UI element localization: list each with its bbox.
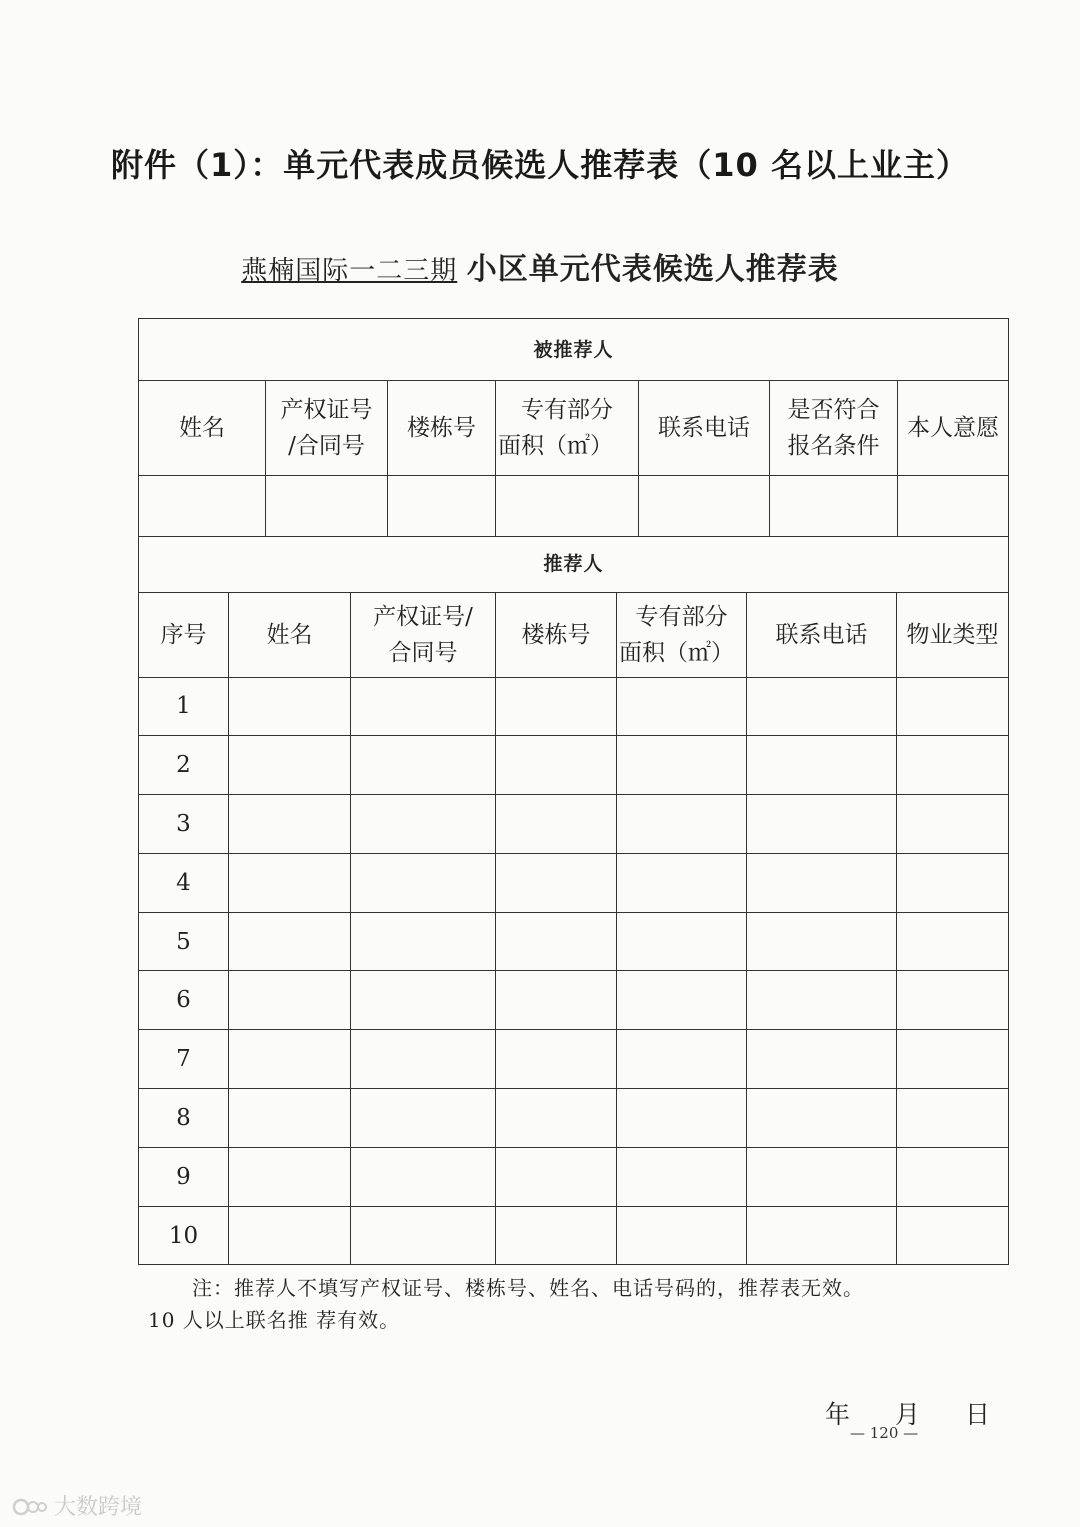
recommender-type-cell[interactable]	[897, 677, 1009, 736]
recommender-building-cell[interactable]	[496, 677, 617, 736]
recommender-row	[139, 736, 1009, 795]
nominee-area-cell[interactable]	[496, 476, 639, 536]
rec-header-cert	[351, 592, 496, 677]
nominee-building-cell[interactable]	[388, 476, 496, 536]
recommender-phone-cell[interactable]	[747, 1206, 897, 1265]
recommender-area-cell[interactable]	[617, 795, 747, 854]
nominee-header-eligible-line2: 报名条件	[787, 433, 880, 459]
recommender-seq: 2	[139, 736, 229, 795]
recommender-area-cell[interactable]	[617, 1089, 747, 1148]
recommender-row	[139, 795, 1009, 854]
recommender-area-cell[interactable]	[617, 971, 747, 1030]
recommender-type-cell[interactable]	[897, 1030, 1009, 1089]
recommender-cert-cell[interactable]	[351, 1147, 496, 1206]
recommenders-section-header: 推荐人	[139, 536, 1009, 592]
note-line-2: 10 人以上联名推 荐有效。	[148, 1308, 401, 1332]
recommender-cert-cell[interactable]	[351, 1206, 496, 1265]
nominee-header-phone: 联系电话	[639, 381, 770, 476]
nominee-eligible-cell[interactable]	[770, 476, 898, 536]
recommender-type-cell[interactable]	[897, 1089, 1009, 1148]
recommender-area-cell[interactable]	[617, 736, 747, 795]
recommenders-rows	[139, 677, 1009, 1265]
recommender-cert-cell[interactable]	[351, 853, 496, 912]
recommender-seq: 7	[139, 1030, 229, 1089]
recommender-seq: 10	[139, 1206, 229, 1265]
recommender-building-cell[interactable]	[496, 912, 617, 971]
recommender-seq: 1	[139, 677, 229, 736]
recommenders-table	[138, 536, 1009, 1266]
recommender-name-cell[interactable]	[229, 912, 351, 971]
recommender-area-cell[interactable]	[617, 1206, 747, 1265]
recommender-phone-cell[interactable]	[747, 736, 897, 795]
recommender-name-cell[interactable]	[229, 736, 351, 795]
recommender-building-cell[interactable]	[496, 971, 617, 1030]
rec-header-name: 姓名	[229, 592, 351, 677]
recommender-cert-cell[interactable]	[351, 795, 496, 854]
rec-header-area-line2: 面积（㎡）	[619, 639, 734, 666]
nominee-phone-cell[interactable]	[639, 476, 770, 536]
recommender-phone-cell[interactable]	[747, 853, 897, 912]
recommender-building-cell[interactable]	[496, 795, 617, 854]
recommender-type-cell[interactable]	[897, 853, 1009, 912]
nominee-name-cell[interactable]	[139, 476, 266, 536]
recommender-area-cell[interactable]	[617, 677, 747, 736]
nominee-header-building: 楼栋号	[388, 381, 496, 476]
document-title: 附件（1）：单元代表成员候选人推荐表（10 名以上业主）	[111, 146, 969, 184]
rec-header-area	[617, 592, 747, 677]
watermark-text: 大数跨境	[54, 1495, 143, 1520]
recommender-type-cell[interactable]	[897, 912, 1009, 971]
recommender-seq: 8	[139, 1089, 229, 1148]
recommender-area-cell[interactable]	[617, 1030, 747, 1089]
recommender-name-cell[interactable]	[229, 795, 351, 854]
recommender-type-cell[interactable]	[897, 1147, 1009, 1206]
recommender-area-cell[interactable]	[617, 853, 747, 912]
nominee-header-area-line2: 面积（㎡）	[498, 433, 613, 459]
recommender-building-cell[interactable]	[496, 853, 617, 912]
date-month: 月	[895, 1400, 922, 1429]
recommender-cert-cell[interactable]	[351, 1030, 496, 1089]
recommender-row	[139, 971, 1009, 1030]
recommender-building-cell[interactable]	[496, 1089, 617, 1148]
rec-header-building: 楼栋号	[496, 592, 617, 677]
subtitle-text: 小区单元代表候选人推荐表	[466, 252, 839, 287]
recommender-type-cell[interactable]	[897, 1206, 1009, 1265]
recommender-name-cell[interactable]	[229, 1030, 351, 1089]
recommender-building-cell[interactable]	[496, 1030, 617, 1089]
recommender-type-cell[interactable]	[897, 795, 1009, 854]
nominee-entry-row	[139, 476, 1009, 536]
recommender-area-cell[interactable]	[617, 1147, 747, 1206]
nominee-header-eligible	[770, 381, 898, 476]
recommender-cert-cell[interactable]	[351, 677, 496, 736]
recommender-name-cell[interactable]	[229, 1147, 351, 1206]
recommender-row	[139, 912, 1009, 971]
date-year: 年	[825, 1400, 852, 1429]
recommender-seq: 4	[139, 853, 229, 912]
recommender-row	[139, 853, 1009, 912]
recommender-phone-cell[interactable]	[747, 971, 897, 1030]
recommender-name-cell[interactable]	[229, 971, 351, 1030]
recommender-phone-cell[interactable]	[747, 795, 897, 854]
form-note	[148, 1272, 864, 1336]
recommender-phone-cell[interactable]	[747, 1147, 897, 1206]
recommender-seq: 3	[139, 795, 229, 854]
nominee-header-name: 姓名	[139, 381, 266, 476]
recommender-type-cell[interactable]	[897, 736, 1009, 795]
recommender-name-cell[interactable]	[229, 853, 351, 912]
recommender-cert-cell[interactable]	[351, 1089, 496, 1148]
nominee-cert-cell[interactable]	[266, 476, 388, 536]
recommender-type-cell[interactable]	[897, 971, 1009, 1030]
recommender-phone-cell[interactable]	[747, 677, 897, 736]
nominee-willing-cell[interactable]	[898, 476, 1009, 536]
recommendation-form	[138, 318, 1008, 1265]
nominee-header-cert-line2: /合同号	[288, 433, 365, 459]
recommender-name-cell[interactable]	[229, 1089, 351, 1148]
rec-header-area-line1: 专有部分	[635, 603, 728, 630]
rec-header-cert-line2: 合同号	[388, 639, 458, 666]
recommender-area-cell[interactable]	[617, 912, 747, 971]
recommender-name-cell[interactable]	[229, 677, 351, 736]
rec-header-type: 物业类型	[897, 592, 1009, 677]
community-name: 燕楠国际一二三期	[241, 256, 458, 286]
date-day: 日	[965, 1400, 992, 1429]
recommender-seq: 5	[139, 912, 229, 971]
watermark-logo-icon	[12, 1497, 48, 1515]
recommender-row	[139, 677, 1009, 736]
nominee-header-willing: 本人意愿	[898, 381, 1009, 476]
recommender-seq: 9	[139, 1147, 229, 1206]
rec-header-phone: 联系电话	[747, 592, 897, 677]
nominee-header-cert	[266, 381, 388, 476]
recommender-cert-cell[interactable]	[351, 971, 496, 1030]
rec-header-cert-line1: 产权证号/	[373, 603, 473, 630]
recommender-cert-cell[interactable]	[351, 912, 496, 971]
recommender-name-cell[interactable]	[229, 1206, 351, 1265]
rec-header-seq: 序号	[139, 592, 229, 677]
nominee-table	[138, 318, 1009, 536]
nominee-header-cert-line1: 产权证号	[280, 397, 373, 423]
recommender-row	[139, 1206, 1009, 1265]
recommender-row	[139, 1089, 1009, 1148]
recommender-building-cell[interactable]	[496, 1206, 617, 1265]
recommender-row	[139, 1147, 1009, 1206]
recommender-phone-cell[interactable]	[747, 1030, 897, 1089]
recommender-phone-cell[interactable]	[747, 1089, 897, 1148]
recommender-building-cell[interactable]	[496, 736, 617, 795]
recommender-phone-cell[interactable]	[747, 912, 897, 971]
recommender-cert-cell[interactable]	[351, 736, 496, 795]
watermark	[12, 1490, 142, 1521]
page-number: — 120 —	[850, 1424, 919, 1442]
recommender-row	[139, 1030, 1009, 1089]
nominee-section-header: 被推荐人	[139, 319, 1009, 381]
recommender-seq: 6	[139, 971, 229, 1030]
nominee-header-area-line1: 专有部分	[521, 397, 613, 423]
note-line-1: 注：推荐人不填写产权证号、楼栋号、姓名、电话号码的，推荐表无效。	[192, 1276, 864, 1300]
nominee-header-eligible-line1: 是否符合	[787, 397, 880, 423]
nominee-header-area	[496, 381, 639, 476]
recommender-building-cell[interactable]	[496, 1147, 617, 1206]
form-subtitle	[0, 244, 1080, 288]
